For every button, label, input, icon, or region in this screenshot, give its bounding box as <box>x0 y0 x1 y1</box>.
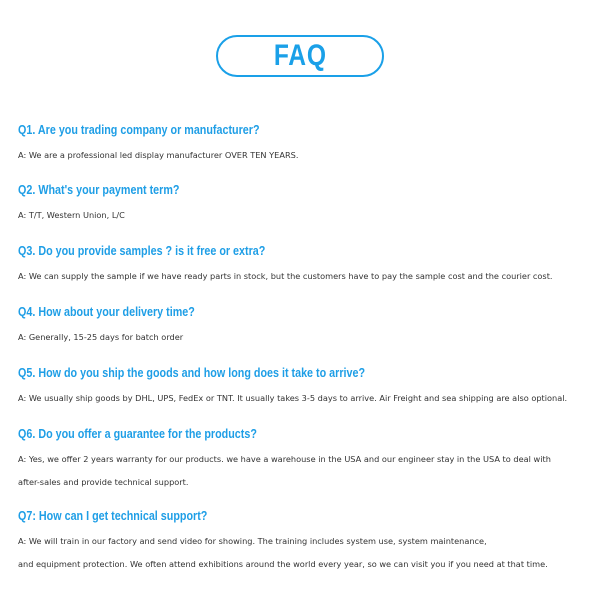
faq-answer <box>18 530 584 576</box>
faq-answer <box>18 204 584 227</box>
faq-answer <box>18 265 584 288</box>
faq-question: Q1. Are you trading company or manufacturer? <box>18 123 260 137</box>
faq-item-2 <box>18 182 584 227</box>
faq-answer-line: after-sales and provide technical support. <box>18 477 189 487</box>
faq-answer-line: A: We usually ship goods by DHL, UPS, FedEx or TNT. It usually takes 3-5 days to arrive. Air Freight and sea shipping are also optional. <box>18 393 568 403</box>
faq-item-3 <box>18 243 584 288</box>
faq-question: Q6. Do you offer a guarantee for the products? <box>18 427 257 441</box>
faq-item-6 <box>18 426 584 494</box>
faq-item-7 <box>18 508 584 576</box>
faq-answer <box>18 144 584 167</box>
faq-question: Q4. How about your delivery time? <box>18 305 195 319</box>
faq-answer-line: A: Yes, we offer 2 years warranty for our products. we have a warehouse in the USA and our engineer stay in the USA to deal with <box>18 454 551 464</box>
faq-answer-line: and equipment protection. We often attend exhibitions around the world every year, so we can visit you if you need at that time. <box>18 559 548 569</box>
faq-item-5 <box>18 365 584 410</box>
faq-question: Q7: How can I get technical support? <box>18 509 208 523</box>
page-title: FAQ <box>273 39 327 72</box>
faq-item-4 <box>18 304 584 349</box>
faq-answer-line: A: Generally, 15-25 days for batch order <box>18 332 184 342</box>
faq-answer-line: A: T/T, Western Union, L/C <box>18 210 125 220</box>
faq-answer <box>18 448 584 494</box>
faq-question: Q5. How do you ship the goods and how long does it take to arrive? <box>18 366 366 380</box>
faq-answer-line: A: We are a professional led display manufacturer OVER TEN YEARS. <box>18 150 299 160</box>
faq-answer <box>18 387 584 410</box>
faq-answer <box>18 326 584 349</box>
faq-question: Q3. Do you provide samples ? is it free or extra? <box>18 244 266 258</box>
faq-question: Q2. What's your payment term? <box>18 183 180 197</box>
faq-item-1 <box>18 122 584 167</box>
faq-answer-line: A: We will train in our factory and send video for showing. The training includes system use, system maintenance, <box>18 536 487 546</box>
faq-answer-line: A: We can supply the sample if we have ready parts in stock, but the customers have to pay the sample cost and the courier cost. <box>18 271 553 281</box>
faq-header-badge <box>216 35 384 77</box>
